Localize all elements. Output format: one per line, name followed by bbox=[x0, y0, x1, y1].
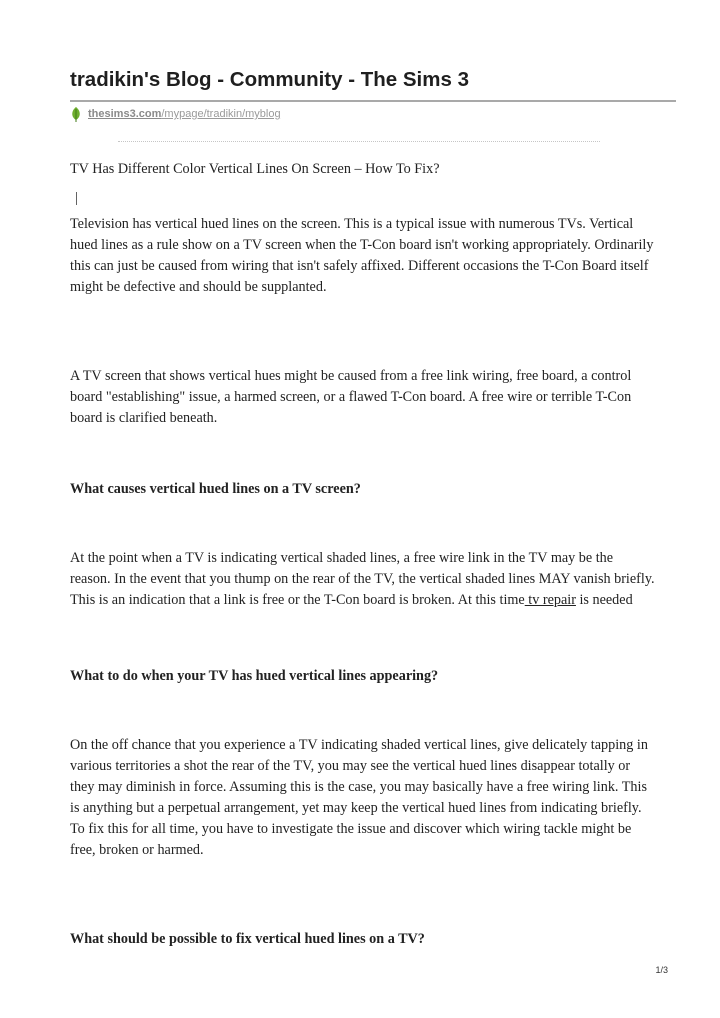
paragraph-loose-wire-end: is needed bbox=[575, 592, 633, 608]
heading-causes: What causes vertical hued lines on a TV screen? bbox=[70, 481, 361, 497]
page-number: 1/3 bbox=[655, 965, 668, 975]
site-title: tradikin's Blog - Community - The Sims 3 bbox=[70, 68, 469, 91]
paragraph-causes-summary: A TV screen that shows vertical hues might be caused from a free link wiring, free board, a control board "establishing" issue, a harmed screen, or a flawed T-Con board. A free wire or terrible T-Con board is clarified beneath. bbox=[70, 368, 632, 426]
paragraph-intro: Television has vertical hued lines on the screen. This is a typical issue with numerous TVs. Vertical hued lines as a rule show on a TV screen when the T-Con board isn't working appropriately. Ordinarily this can just be caused from wiring that isn't safely affixed. Different occasions the T-Con Board itself might be defective and should be supplanted. bbox=[70, 216, 654, 295]
leaf-icon bbox=[70, 107, 82, 122]
heading-how-to-fix: What should be possible to fix vertical hued lines on a TV? bbox=[70, 931, 425, 947]
heading-what-to-do: What to do when your TV has hued vertical lines appearing? bbox=[70, 668, 439, 684]
source-url[interactable] bbox=[70, 106, 281, 122]
text-cursor: | bbox=[75, 190, 78, 206]
dotted-divider bbox=[118, 141, 600, 142]
paragraph-tapping: On the off chance that you experience a TV indicating shaded vertical lines, give delicately tapping in various territories a shot the rear of the TV, you may see the vertical hued lines disappear totally or they may diminish in force. Assuming this is the case, you may basically have a free wiring link. This is anything but a perpetual arrangement, yet may keep the vertical hued lines from indicating briefly. To fix this for all time, you have to investigate the issue and discover which wiring tackle might be free, broken or harmed. bbox=[70, 737, 648, 858]
source-domain[interactable]: thesims3.com bbox=[88, 108, 162, 120]
tv-repair-link[interactable]: tv repair bbox=[524, 592, 576, 608]
source-path[interactable]: /mypage/tradikin/myblog bbox=[161, 108, 281, 120]
paragraph-loose-wire bbox=[70, 548, 655, 611]
header-divider bbox=[70, 100, 676, 102]
paragraph-loose-wire-text: At the point when a TV is indicating vertical shaded lines, a free wire link in the TV may be the reason. In the event that you thump on the rear of the TV, the vertical shaded lines MAY vanish briefly. This is an indication that a link is free or the T-Con board is broken. At this time bbox=[70, 550, 655, 608]
article-title: TV Has Different Color Vertical Lines On Screen – How To Fix? bbox=[70, 161, 440, 177]
page-header bbox=[70, 66, 676, 120]
